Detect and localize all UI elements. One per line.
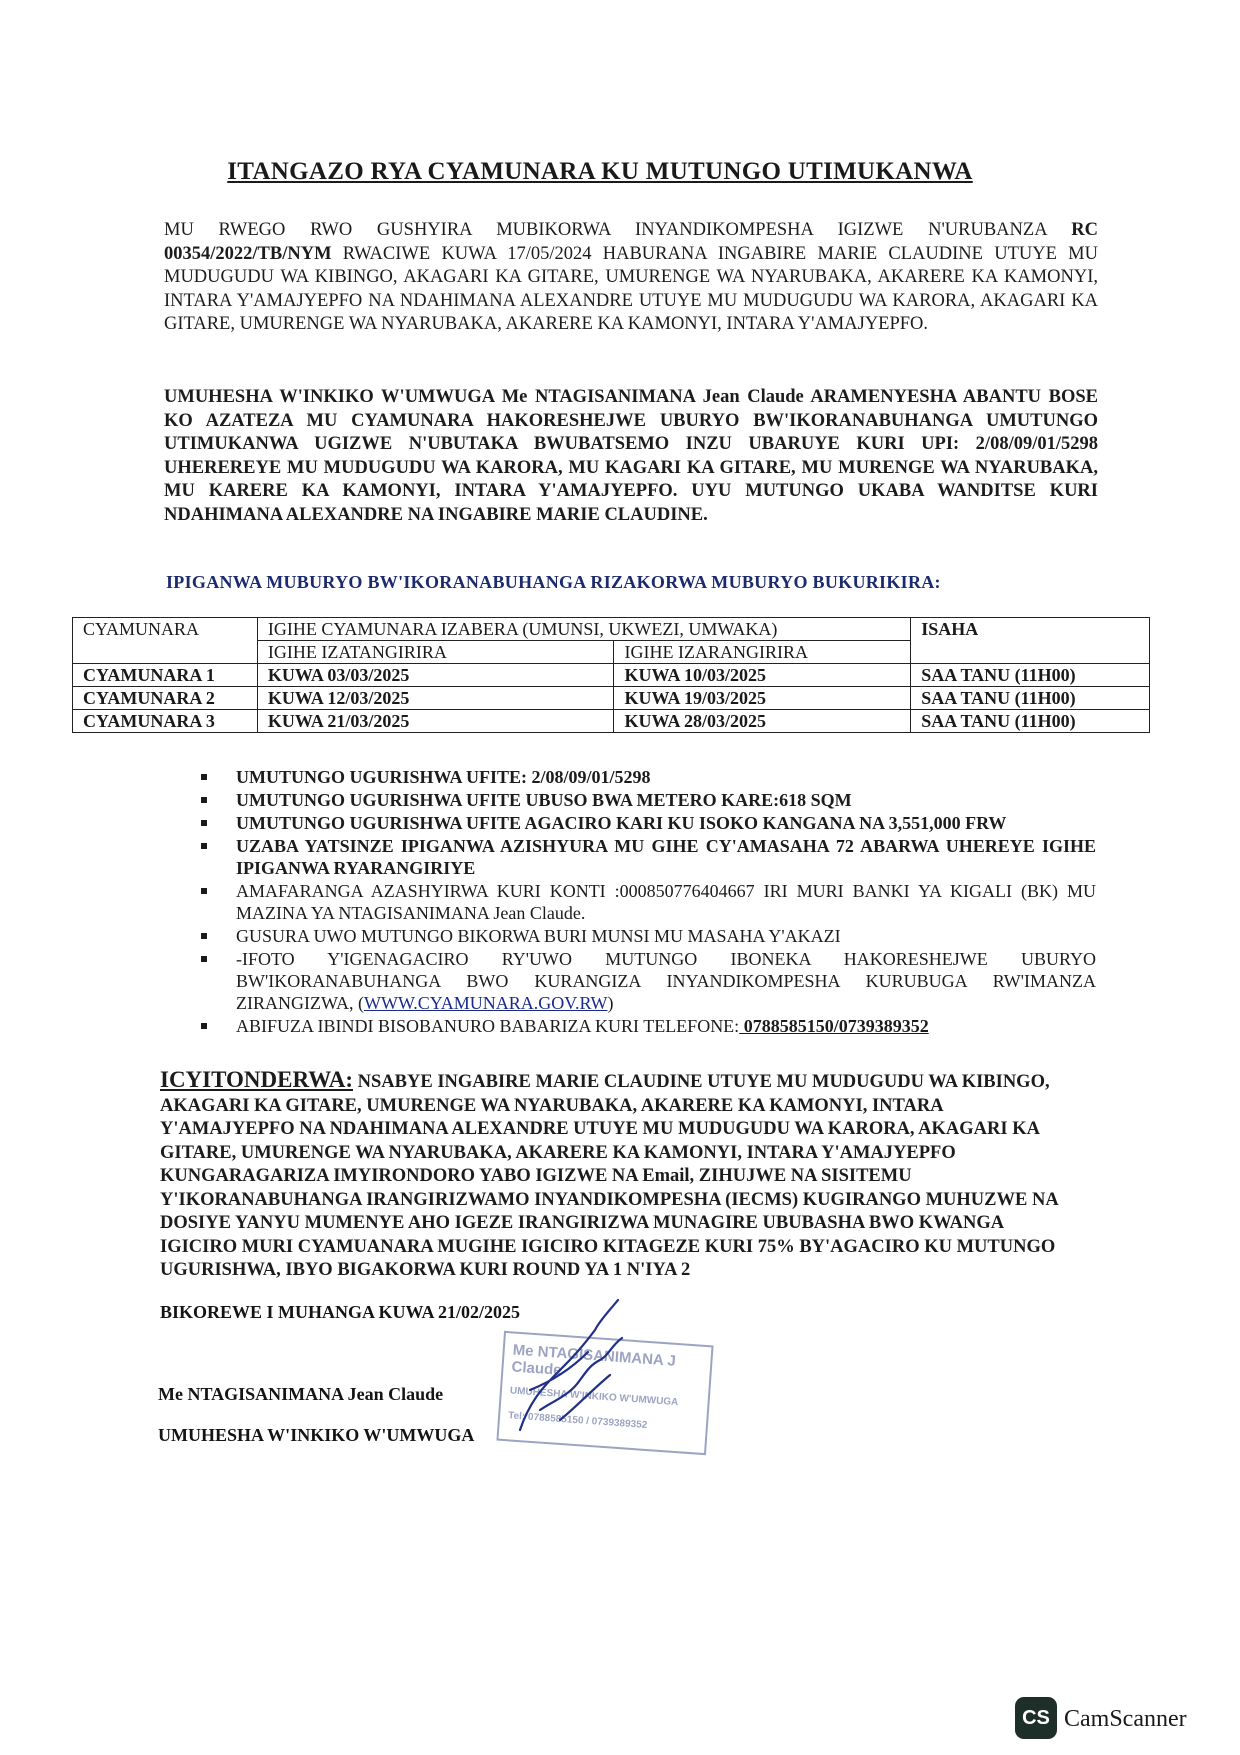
bullet-text: ABIFUZA IBINDI BISOBANURO BABARIZA KURI TELEFONE: xyxy=(236,1016,740,1036)
header-time: ISAHA xyxy=(911,618,1150,664)
notice-text: NSABYE INGABIRE MARIE CLAUDINE UTUYE MU MUDUGUDU WA KIBINGO, AKAGARI KA GITARE, UMURENGE WA NYARUBAKA, AKARERE KA KAMONYI, INTARA Y'AMAJYEPFO NA NDAHIMANA ALEXANDRE UTUYE MU MUDUGUDU WA KARORA, AKAGARI KA GITARE, UMURENGE WA NYARUBAKA, AKARERE KA KAMONYI, INTARA Y'AMAJYEPFO KUNGARAGARIZA IMYIRONDORO YABO IGIZWE NA Email, ZIHUJWE NA SISITEMU Y'IKORANABUHANGA IRANGIRIZWAMO INYANDIKOMPESHA (IECMS) KUGIRANGO MUHUZWE NA DOSIYE YANYU MUMENYE AHO IGEZE IRANGIRIZWA MUNAGIRE UBUBASHA BWO KWANGA IGICIRO MURI CYAMUANARA MUGIHE IGICIRO KITAGEZE KURI 75% BY'AGACIRO KU MUTUNGO UGURISHWA, IBYO BIGAKORWA KURI ROUND YA 1 N'IYA 2 xyxy=(160,1072,1058,1280)
bullet-icon xyxy=(201,933,207,939)
header-end: IGIHE IZARANGIRIRA xyxy=(614,641,911,664)
auction-end: KUWA 19/03/2025 xyxy=(614,687,911,710)
camscanner-logo-icon: CS xyxy=(1015,1697,1057,1739)
header-start: IGIHE IZATANGIRIRA xyxy=(257,641,614,664)
document-title: ITANGAZO RYA CYAMUNARA KU MUTUNGO UTIMUKANWA xyxy=(227,158,973,185)
case-number: RC 00354/2022/TB/NYM xyxy=(164,220,1098,264)
list-item xyxy=(196,1015,1096,1037)
announcement-paragraph xyxy=(164,386,1098,527)
bullet-icon xyxy=(201,843,207,849)
bullet-icon xyxy=(201,956,207,962)
intro-paragraph xyxy=(164,219,1098,337)
list-item xyxy=(196,766,1096,788)
intro-text-1: MU RWEGO RWO GUSHYIRA MUBIKORWA INYANDIKOMPESHA IGIZWE N'URUBANZA xyxy=(164,220,1072,240)
auction-end: KUWA 10/03/2025 xyxy=(614,664,911,687)
list-item xyxy=(196,948,1096,1014)
notice-paragraph xyxy=(160,1068,1060,1283)
website-link[interactable]: WWW.CYAMUNARA.GOV.RW xyxy=(363,993,608,1013)
notice-label: ICYITONDERWA: xyxy=(160,1067,354,1092)
auction-end: KUWA 28/03/2025 xyxy=(614,710,911,733)
bullet-icon xyxy=(201,1023,207,1029)
auction-time: SAA TANU (11H00) xyxy=(911,664,1150,687)
stamp-line-3: Tel: 0788585150 / 0739389352 xyxy=(507,1410,648,1432)
list-item xyxy=(196,812,1096,834)
list-item xyxy=(196,925,1096,947)
header-dates: IGIHE CYAMUNARA IZABERA (UMUNSI, UKWEZI, UMWAKA) xyxy=(257,618,910,641)
bullet-text: UMUTUNGO UGURISHWA UFITE UBUSO BWA METERO KARE:618 SQM xyxy=(236,790,852,810)
auction-name: CYAMUNARA 2 xyxy=(73,687,258,710)
list-item xyxy=(196,835,1096,879)
auction-name: CYAMUNARA 1 xyxy=(73,664,258,687)
phone-numbers: 0788585150/0739389352 xyxy=(739,1016,929,1036)
auction-start: KUWA 12/03/2025 xyxy=(257,687,614,710)
bullet-text: GUSURA UWO MUTUNGO BIKORWA BURI MUNSI MU MASAHA Y'AKAZI xyxy=(236,926,841,946)
announcement-text-1: UMUHESHA W'INKIKO W'UMWUGA xyxy=(164,387,502,407)
bullet-icon xyxy=(201,797,207,803)
table-row xyxy=(73,664,1150,687)
stamp-line-2: UMUHESHA W'INKIKO W'UMWUGA xyxy=(509,1385,679,1409)
bailiff-name: Me NTAGISANIMANA Jean Claude xyxy=(501,387,804,407)
bullet-text: UMUTUNGO UGURISHWA UFITE AGACIRO KARI KU ISOKO KANGANA NA 3,551,000 FRW xyxy=(236,813,1007,833)
list-item xyxy=(196,880,1096,924)
intro-text-2: RWACIWE KUWA 17/05/2024 HABURANA INGABIRE MARIE CLAUDINE UTUYE MU MUDUGUDU WA KIBINGO, AKAGARI KA GITARE, UMURENGE WA NYARUBAKA, AKARERE KA KAMONYI, INTARA Y'AMAJYEPFO NA NDAHIMANA ALEXANDRE UTUYE MU MUDUGUDU WA KARORA, AKAGARI KA GITARE, UMURENGE WA NYARUBAKA, AKARERE KA KAMONYI, INTARA Y'AMAJYEPFO. xyxy=(164,243,1098,334)
stamp-line-1: Me NTAGISANIMANA J Claude xyxy=(510,1341,677,1379)
place-and-date: BIKOREWE I MUHANGA KUWA 21/02/2025 xyxy=(160,1302,521,1322)
signer-name: Me NTAGISANIMANA Jean Claude xyxy=(158,1384,444,1404)
handwritten-signature xyxy=(500,1290,640,1440)
announcement-text-2: ARAMENYESHA ABANTU BOSE KO AZATEZA MU CYAMUNARA HAKORESHEJWE UBURYO BW'IKORANABUHANGA UMUTUNGO UTIMUKANWA UGIZWE N'UBUTAKA BWUBATSEMO INZU UBARUYE KURI UPI: 2/08/09/01/5298 UHEREREYE MU MUDUGUDU WA KARORA, MU KAGARI KA GITARE, MU MURENGE WA NYARUBAKA, MU KARERE KA KAMONYI, INTARA Y'AMAJYEPFO. UYU MUTUNGO UKABA WANDITSE KURI NDAHIMANA ALEXANDRE NA INGABIRE MARIE CLAUDINE. xyxy=(164,387,1098,525)
auction-name: CYAMUNARA 3 xyxy=(73,710,258,733)
table-row xyxy=(73,687,1150,710)
bullet-icon xyxy=(201,820,207,826)
table-header-row xyxy=(73,618,1150,641)
bullet-icon xyxy=(201,888,207,894)
camscanner-label: CamScanner xyxy=(1064,1706,1187,1732)
auction-schedule-heading: IPIGANWA MUBURYO BW'IKORANABUHANGA RIZAKORWA MUBURYO BUKURIKIRA: xyxy=(166,572,941,592)
header-auction: CYAMUNARA xyxy=(73,618,258,664)
table-row xyxy=(73,710,1150,733)
bullet-text: AMAFARANGA AZASHYIRWA KURI KONTI :000850776404667 IRI MURI BANKI YA KIGALI (BK) MU MAZINA YA NTAGISANIMANA Jean Claude. xyxy=(236,881,1096,923)
auction-start: KUWA 21/03/2025 xyxy=(257,710,614,733)
bullet-text: -IFOTO Y'IGENAGACIRO RY'UWO MUTUNGO IBONEKA HAKORESHEJWE UBURYO BW'IKORANABUHANGA BWO KURANGIZA INYANDIKOMPESHA KURUBUGA RW'IMANZA ZIRANGIZWA, ( xyxy=(236,949,1096,1013)
auction-time: SAA TANU (11H00) xyxy=(911,687,1150,710)
bullet-icon xyxy=(201,774,207,780)
auction-time: SAA TANU (11H00) xyxy=(911,710,1150,733)
auction-start: KUWA 03/03/2025 xyxy=(257,664,614,687)
list-item xyxy=(196,789,1096,811)
bullet-text-end: ) xyxy=(607,993,614,1013)
bullet-text: UZABA YATSINZE IPIGANWA AZISHYURA MU GIHE CY'AMASAHA 72 ABARWA UHEREYE IGIHE IPIGANWA RYARANGIRIYE xyxy=(236,836,1096,878)
auction-schedule-table xyxy=(72,617,1150,733)
signer-title: UMUHESHA W'INKIKO W'UMWUGA xyxy=(158,1425,475,1445)
property-details-list xyxy=(196,766,1096,1038)
bullet-text: UMUTUNGO UGURISHWA UFITE: 2/08/09/01/5298 xyxy=(236,767,651,787)
